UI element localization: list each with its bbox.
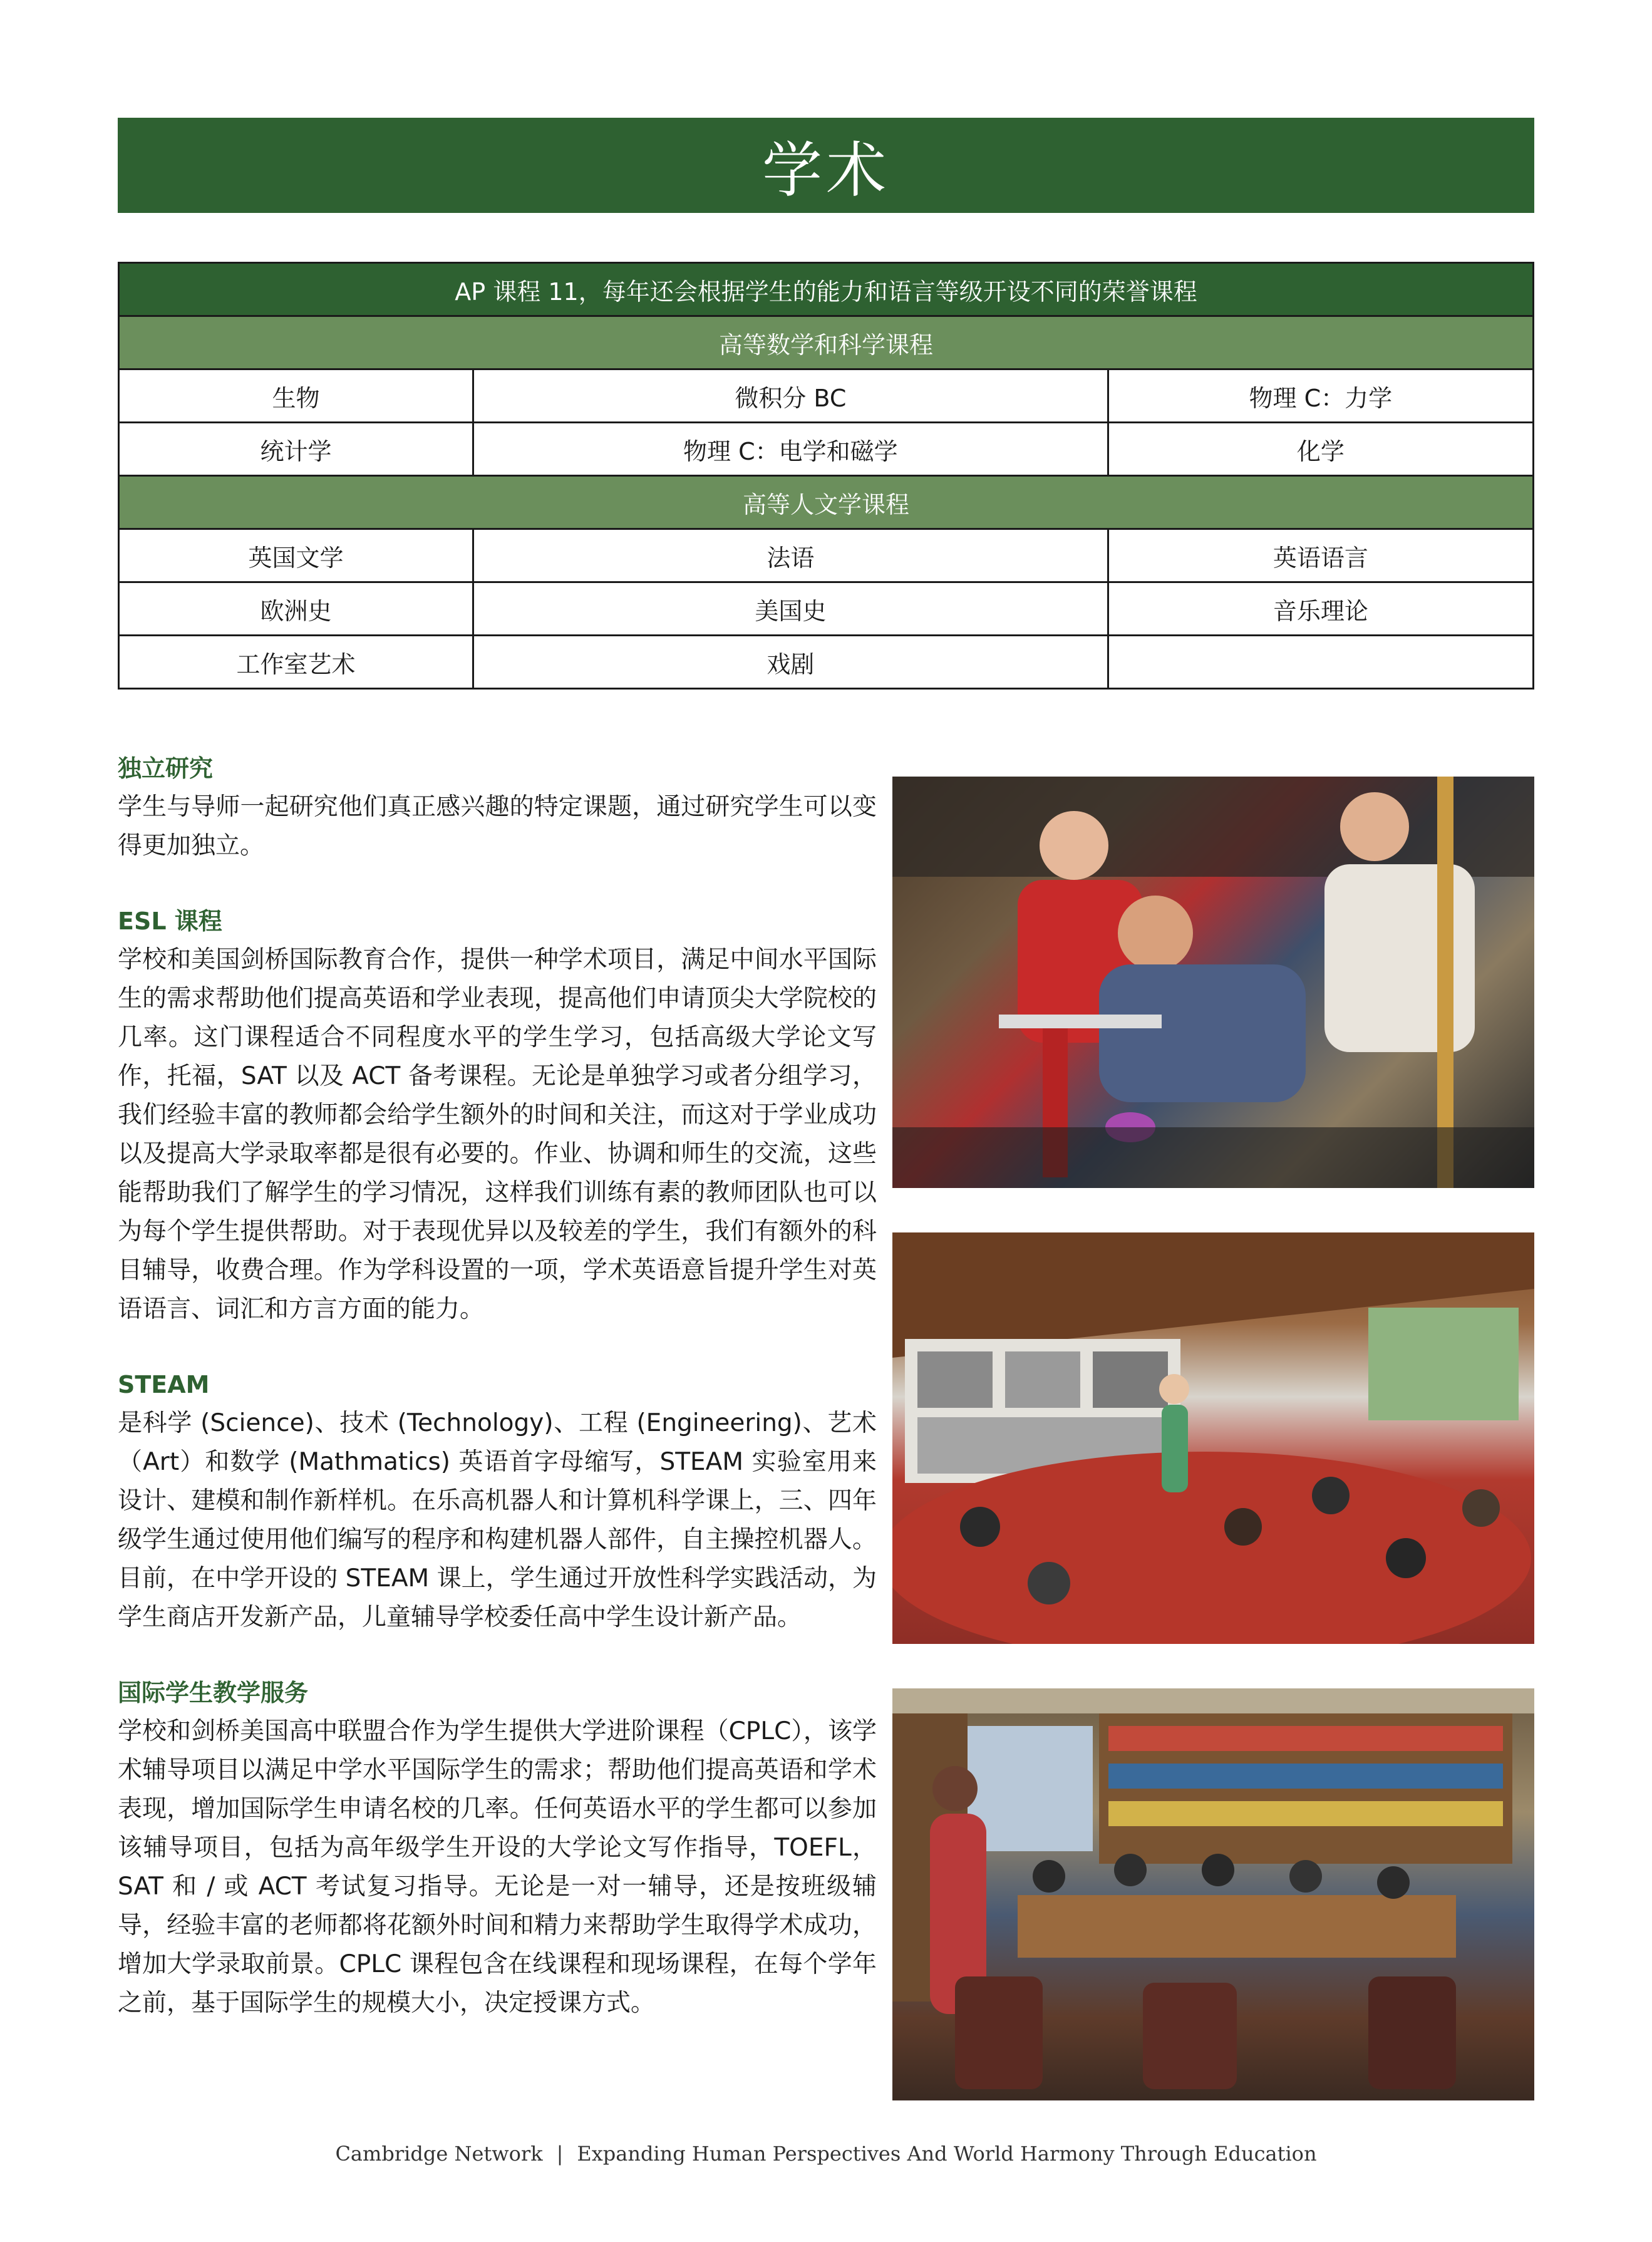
library-photo [892,1688,1534,2100]
footer-separator: | [556,2142,564,2166]
steam-classroom-photo [892,1232,1534,1644]
course-cell: 统计学 [119,423,473,476]
section-heading: ESL 课程 [118,907,222,935]
classroom-scene-illustration [892,1232,1534,1644]
ap-header-row [119,263,1534,316]
table-row [119,582,1534,636]
section-independent-study [118,749,877,865]
course-cell: 化学 [1108,423,1533,476]
page-footer [0,2142,1652,2166]
course-cell: 物理 C：力学 [1108,369,1533,423]
lab-photo [892,777,1534,1188]
course-cell: 生物 [119,369,473,423]
table-row [119,529,1534,582]
section-heading: 国际学生教学服务 [118,1679,309,1707]
library-scene-illustration [892,1688,1534,2100]
section-body: 学校和美国剑桥国际教育合作，提供一种学术项目，满足中间水平国际生的需求帮助他们提高英语和学业表现，提高他们申请顶尖大学院校的几率。这门课程适合不同程度水平的学生学习，包括高级大学论文写作，托福，SAT 以及 ACT 备考课程。无论是单独学习或者分组学习，我们经验丰富的教师都会给学生额外的时间和关注，而这对于学业成功以及提高大学录取率都是很有必要的。作业、协调和师生的交流，这些能帮助我们了解学生的学习情况，这样我们训练有素的教师团队也可以为每个学生提供帮助。对于表现优异以及较差的学生，我们有额外的科目辅导，收费合理。作为学科设置的一项，学术英语意旨提升学生对英语语言、词汇和方言方面的能力。 [118,946,877,1323]
section-international-services [118,1673,877,2023]
table-row [119,636,1534,689]
math-science-header-row [119,316,1534,369]
section-body: 学校和剑桥美国高中联盟合作为学生提供大学进阶课程（CPLC），该学术辅导项目以满足中学水平国际学生的需求；帮助他们提高英语和学术表现，增加国际学生申请名校的几率。任何英语水平的学生都可以参加该辅导项目，包括为高年级学生开设的大学论文写作指导，TOEFL，SAT 和 / 或 ACT 考试复习指导。无论是一对一辅导，还是按班级辅导，经验丰富的老师都将花额外时间和精力来帮助学生取得学术成功，增加大学录取前景。CPLC 课程包含在线课程和现场课程，在每个学年之前，基于国际学生的规模大小，决定授课方式。 [118,1717,877,2017]
course-cell: 欧洲史 [119,582,473,636]
table-row [119,423,1534,476]
text-column [118,749,877,2059]
ap-course-table [118,262,1534,690]
section-steam [118,1365,877,1637]
section-heading: STEAM [118,1371,210,1398]
course-cell: 工作室艺术 [119,636,473,689]
lab-scene-illustration [892,777,1534,1188]
page-title: 学术 [118,118,1534,213]
course-cell: 戏剧 [473,636,1108,689]
course-cell: 法语 [473,529,1108,582]
course-cell: 英语语言 [1108,529,1533,582]
course-cell: 微积分 BC [473,369,1108,423]
humanities-heading: 高等人文学课程 [119,476,1534,529]
section-heading: 独立研究 [118,755,214,782]
ap-header: AP 课程 11，每年还会根据学生的能力和语言等级开设不同的荣誉课程 [119,263,1534,316]
section-body: 学生与导师一起研究他们真正感兴趣的特定课题，通过研究学生可以变得更加独立。 [118,793,877,860]
humanities-header-row [119,476,1534,529]
section-esl [118,902,877,1329]
course-cell: 美国史 [473,582,1108,636]
course-cell: 物理 C：电学和磁学 [473,423,1108,476]
table-row [119,369,1534,423]
footer-organization: Cambridge Network [335,2142,543,2166]
footer-tagline: Expanding Human Perspectives And World Harmony Through Education [577,2142,1317,2166]
course-cell-empty [1108,636,1533,689]
course-cell: 英国文学 [119,529,473,582]
course-cell: 音乐理论 [1108,582,1533,636]
math-science-heading: 高等数学和科学课程 [119,316,1534,369]
section-body: 是科学 (Science)、技术 (Technology)、工程 (Engineering)、艺术（Art）和数学 (Mathmatics) 英语首字母缩写，STEAM 实验室用来设计、建模和制作新样机。在乐高机器人和计算机科学课上，三、四年级学生通过使用他们编写的程序和构建机器人部件，自主操控机器人。目前，在中学开设的 STEAM 课上，学生通过开放性科学实践活动，为学生商店开发新产品，儿童辅导学校委任高中学生设计新产品。 [118,1409,877,1631]
